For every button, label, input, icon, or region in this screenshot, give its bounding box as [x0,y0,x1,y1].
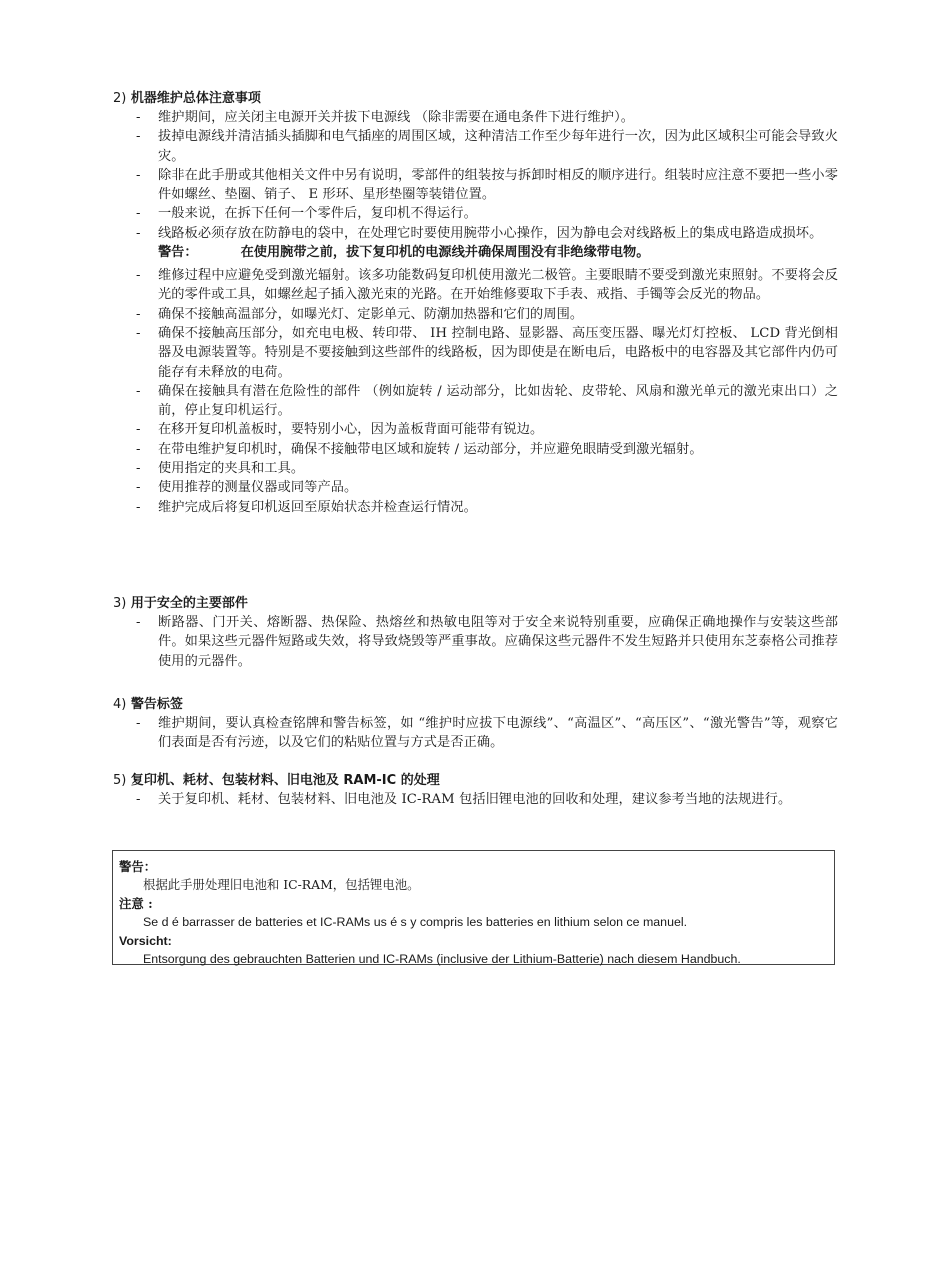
list-item-text: 确保不接触高压部分，如充电电极、转印带、 IH 控制电路、显影器、高压变压器、曝光灯灯控板、 LCD 背光倒相器及电源装置等。特别是不要接触到这些部件的线路板，因为即使是在断电后，电路板中的电容器及其它部件内仍可能存有未释放的电荷。 [158,325,838,380]
section-title: 警告标签 [130,697,183,712]
section-heading [113,89,838,108]
note-attention-text: Se d é barrasser de batteries et IC-RAMs us é s y compris les batteries en lithium selon ce manuel. [143,915,688,930]
list-item-text: 维修过程中应避免受到激光辐射。该多功能数码复印机使用激光二极管。主要眼睛不要受到激光束照射。不要将会反光的零件或工具，如螺丝起子插入激光束的光路。在开始维修要取下手表、戒指、手镯等会反光的物品。 [158,268,838,303]
bullet-dash: - [136,422,141,438]
list-item [113,420,838,439]
list-item-text: 维护期间，要认真检查铭牌和警告标签，如 “维护时应拔下电源线”、“高温区”、“高压区”、“激光警告”等，观察它们表面是否有污迹，以及它们的粘贴位置与方式是否正确。 [158,716,838,751]
list-item [113,305,838,324]
warning-text: 在使用腕带之前，拔下复印机的电源线并确保周围没有非绝缘带电物。 [240,245,650,261]
bullet-dash: - [136,206,141,222]
section-title: 复印机、耗材、包装材料、旧电池及 RAM-IC 的处理 [130,773,440,788]
list-item-text: 在移开复印机盖板时，要特别小心，因为盖板背面可能带有锐边。 [158,422,544,438]
bullet-dash: - [136,461,141,477]
bullet-dash: - [136,110,141,125]
list-item-text: 关于复印机、耗材、包装材料、旧电池及 IC-RAM 包括旧锂电池的回收和处理，建议参考当地的法规进行。 [158,792,792,807]
section-heading [113,771,838,790]
bullet-dash: - [136,441,141,457]
list-item [113,459,838,478]
list-item-text: 使用推荐的测量仪器或同等产品。 [158,480,358,496]
section-heading [113,695,838,714]
list-item [113,108,838,127]
note-vorsicht-label: Vorsicht: [119,933,172,948]
list-item [113,440,838,459]
list-item [113,224,838,243]
list-item [113,266,838,305]
bullet-dash: - [136,716,141,731]
section-title: 机器维护总体注意事项 [130,91,261,106]
note-warning-label: 警告： [119,859,157,874]
section-general-maintenance [113,89,838,517]
bullet-dash: - [136,167,141,183]
warning-label: 警告： [158,245,198,261]
bullet-dash: - [136,325,141,341]
list-item [113,166,838,205]
section-number: 5) [113,773,127,788]
list-item [113,324,838,382]
list-item [113,478,838,497]
list-item [113,613,838,671]
list-item [113,714,838,753]
section-safety-parts [113,594,838,671]
list-item-text: 拔掉电源线并清洁插头插脚和电气插座的周围区域，这种清洁工作至少每年进行一次，因为此区域积尘可能会导致火灾。 [158,129,838,164]
list-item [113,498,838,517]
section-heading [113,594,838,613]
list-item [113,790,838,809]
list-item [113,127,838,166]
list-item-text: 在带电维护复印机时，确保不接触带电区域和旋转 / 运动部分，并应避免眼睛受到激光辐射。 [158,441,703,457]
list-item-text: 一般来说，在拆下任何一个零件后，复印机不得运行。 [158,206,477,222]
wrist-strap-warning [113,243,838,262]
bullet-dash: - [136,499,141,515]
battery-disposal-note-box [112,850,835,965]
list-item-text: 线路板必须存放在防静电的袋中，在处理它时要使用腕带小心操作，因为静电会对线路板上的集成电路造成损坏。 [158,225,823,241]
list-item-text: 使用指定的夹具和工具。 [158,461,305,477]
list-item [113,382,838,421]
bullet-dash: - [136,383,141,399]
list-item-text: 断路器、门开关、熔断器、热保险、热熔丝和热敏电阻等对于安全来说特别重要，应确保正确地操作与安装这些部件。如果这些元器件短路或失效，将导致烧毁等严重事故。应确保这些元器件不发生短路并只使用东芝泰格公司推荐使用的元器件。 [158,615,838,669]
list-item [113,204,838,223]
list-item-text: 维护期间，应关闭主电源开关并拔下电源线 （除非需要在通电条件下进行维护）。 [158,110,635,125]
section-number: 3) [113,596,127,611]
note-vorsicht-text: Entsorgung des gebrauchten Batterien und IC-RAMs (inclusive der Lithium-Batterie) nach diesem Handbuch. [143,951,741,966]
list-item-text: 除非在此手册或其他相关文件中另有说明，零部件的组装按与拆卸时相反的顺序进行。组装时应注意不要把一些小零件如螺丝、垫圈、销子、 E 形环、星形垫圈等装错位置。 [158,167,838,203]
bullet-dash: - [136,615,141,630]
note-warning-text: 根据此手册处理旧电池和 IC-RAM，包括锂电池。 [143,877,420,893]
section-disposal [113,771,838,809]
bullet-dash: - [136,225,141,241]
list-item-text: 维护完成后将复印机返回至原始状态并检查运行情况。 [158,499,477,515]
section-number: 4) [113,697,127,712]
bullet-dash: - [136,792,141,807]
list-item-text: 确保不接触高温部分，如曝光灯、定影单元、防潮加热器和它们的周围。 [158,306,584,322]
section-number: 2) [113,91,127,106]
bullet-dash: - [136,480,141,496]
list-item-text: 确保在接触具有潜在危险性的部件 （例如旋转 / 运动部分，比如齿轮、皮带轮、风扇和激光单元的激光束出口）之前，停止复印机运行。 [158,383,838,419]
bullet-dash: - [136,268,141,284]
section-title: 用于安全的主要部件 [130,596,248,611]
bullet-dash: - [136,129,141,145]
bullet-dash: - [136,306,141,322]
note-attention-label: 注意 : [119,895,153,911]
section-warning-labels [113,695,838,753]
